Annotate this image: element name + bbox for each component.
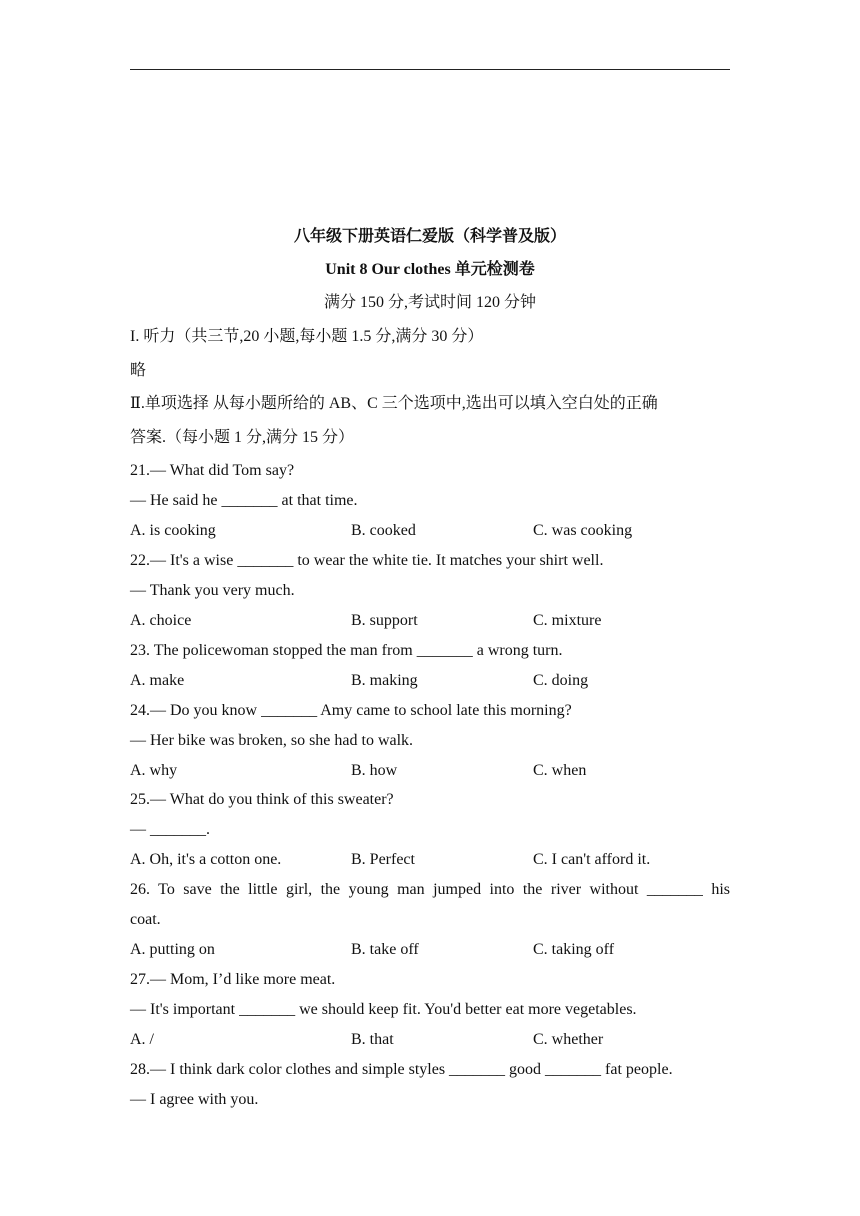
section2-heading-line1: Ⅱ.单项选择 从每小题所给的 AB、C 三个选项中,选出可以填入空白处的正确 — [130, 395, 658, 412]
option-b: B. support — [351, 612, 418, 629]
section2-heading-line2: 答案.（每小题 1 分,满分 15 分） — [130, 429, 355, 446]
option-b: B. how — [351, 762, 398, 779]
question-27-reply: — It's important _______ we should keep fit. You'd better eat more vegetables. — [130, 1001, 637, 1018]
option-c: C. was cooking — [533, 522, 633, 539]
option-c: C. doing — [533, 672, 589, 689]
question-26-stem: 26. To save the little girl, the young man jumped into the river without _______ his — [130, 881, 730, 898]
section1-heading: I. 听力（共三节,20 小题,每小题 1.5 分,满分 30 分） — [130, 328, 484, 345]
option-b: B. cooked — [351, 522, 416, 539]
option-c: C. taking off — [533, 941, 615, 958]
option-a: A. make — [130, 672, 185, 689]
option-c: C. when — [533, 762, 587, 779]
exam-info: 满分 150 分,考试时间 120 分钟 — [323, 294, 536, 311]
question-22-stem: 22.— It's a wise _______ to wear the white tie. It matches your shirt well. — [130, 552, 604, 569]
exam-subtitle: Unit 8 Our clothes 单元检测卷 — [325, 261, 535, 278]
question-28-reply: — I agree with you. — [130, 1091, 259, 1108]
option-c: C. mixture — [533, 612, 602, 629]
option-a: A. putting on — [130, 941, 215, 958]
question-23-stem: 23. The policewoman stopped the man from _______ a wrong turn. — [130, 642, 563, 659]
question-24-stem: 24.— Do you know _______ Amy came to school late this morning? — [130, 702, 572, 719]
question-28-stem: 28.— I think dark color clothes and simple styles _______ good _______ fat people. — [130, 1061, 673, 1078]
exam-title: 八年级下册英语仁爱版（科学普及版） — [293, 228, 566, 245]
header-rule — [130, 69, 730, 70]
option-b: B. that — [351, 1031, 394, 1048]
option-b: B. take off — [351, 941, 419, 958]
option-c: C. whether — [533, 1031, 604, 1048]
question-25-reply: — _______. — [130, 821, 210, 838]
question-21-reply: — He said he _______ at that time. — [130, 492, 358, 509]
option-b: B. making — [351, 672, 418, 689]
option-a: A. Oh, it's a cotton one. — [130, 851, 282, 868]
option-a: A. why — [130, 762, 178, 779]
option-a: A. choice — [130, 612, 192, 629]
question-21-stem: 21.— What did Tom say? — [130, 462, 295, 479]
question-22-reply: — Thank you very much. — [130, 582, 295, 599]
section1-note: 略 — [130, 362, 147, 379]
option-c: C. I can't afford it. — [533, 851, 651, 868]
option-b: B. Perfect — [351, 851, 415, 868]
question-27-stem: 27.— Mom, I’d like more meat. — [130, 971, 336, 988]
question-25-stem: 25.— What do you think of this sweater? — [130, 791, 394, 808]
question-24-reply: — Her bike was broken, so she had to walk. — [130, 732, 414, 749]
question-26-stem-cont: coat. — [130, 911, 161, 928]
option-a: A. / — [130, 1031, 154, 1048]
option-a: A. is cooking — [130, 522, 216, 539]
